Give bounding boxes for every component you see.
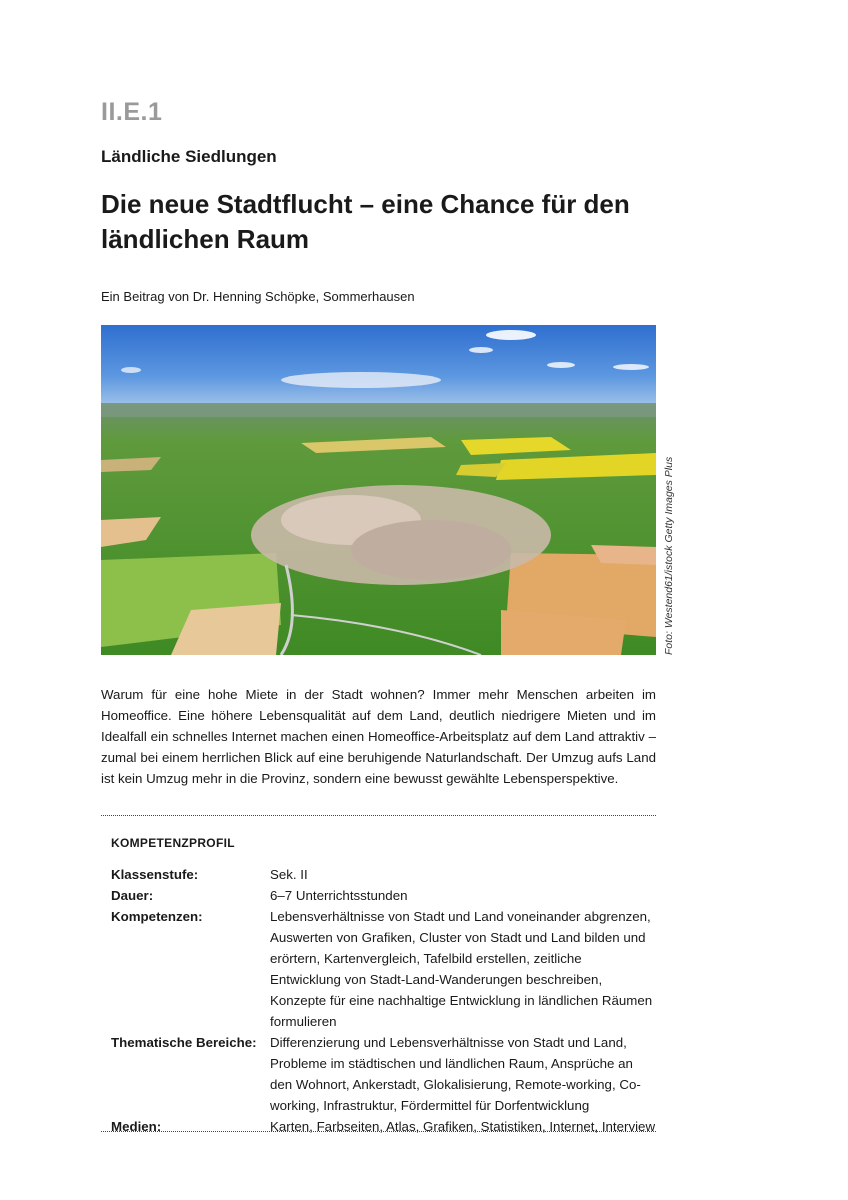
divider-top	[101, 815, 656, 816]
aerial-village-photo	[101, 325, 656, 655]
author-line: Ein Beitrag von Dr. Henning Schöpke, Sommerhausen	[101, 289, 415, 304]
kompetenzprofil-heading: KOMPETENZPROFIL	[111, 836, 235, 850]
kp-value: Differenzierung und Lebensverhältnisse von Stadt und Land, Probleme im städtischen und ländlichen Raum, Ansprüche an den Wohnort, Ankerstadt, Glokalisierung, Remote-working, Co-working, Infrastruktur, Fördermittel für Dorfentwicklung	[270, 1035, 641, 1113]
kp-row-thematische-bereiche	[111, 1032, 656, 1116]
section-subtitle: Ländliche Siedlungen	[101, 147, 277, 166]
kp-label: Dauer:	[111, 888, 154, 903]
kp-value: Sek. II	[270, 867, 308, 882]
kp-row-dauer	[111, 885, 656, 906]
photo-credit: Foto: Westend61/istock Getty Images Plus	[663, 456, 675, 655]
kp-value: Karten, Farbseiten, Atlas, Grafiken, Statistiken, Internet, Interview	[270, 1119, 656, 1134]
kp-row-klassenstufe	[111, 864, 656, 885]
kp-row-kompetenzen	[111, 906, 656, 1032]
kp-value: Lebensverhältnisse von Stadt und Land voneinander abgrenzen, Auswerten von Grafiken, Cluster von Stadt und Land bilden und erörtern, Kartenvergleich, Tafelbild erstellen, zeitliche Entwicklung von Stadt-Land-Wanderungen beschreiben, Konzepte für eine nachhaltige Entwicklung in ländlichen Räumen formulieren	[270, 909, 653, 1029]
divider-bottom	[101, 1131, 656, 1132]
kompetenzprofil-table	[111, 864, 656, 1137]
kp-label: Medien:	[111, 1119, 162, 1134]
kp-row-medien	[111, 1116, 656, 1137]
kp-label: Thematische Bereiche:	[111, 1035, 257, 1050]
page-title: Die neue Stadtflucht – eine Chance für den ländlichen Raum	[101, 189, 630, 254]
kp-label: Klassenstufe:	[111, 867, 199, 882]
intro-paragraph: Warum für eine hohe Miete in der Stadt wohnen? Immer mehr Menschen arbeiten im Homeoffice. Eine höhere Lebensqualität auf dem Land, deutlich niedrigere Mieten und im Idealfall ein schnelles Internet machen einen Homeoffice-Arbeitsplatz auf dem Land attraktiv – zumal bei einem herrlichen Blick auf eine beruhigende Naturlandschaft. Der Umzug aufs Land ist kein Umzug mehr in die Provinz, sondern eine bewusst gewählte Lebensperspektive.	[101, 687, 656, 786]
kp-value: 6–7 Unterrichtsstunden	[270, 888, 408, 903]
kp-label: Kompetenzen:	[111, 909, 203, 924]
chapter-number: II.E.1	[101, 98, 163, 126]
